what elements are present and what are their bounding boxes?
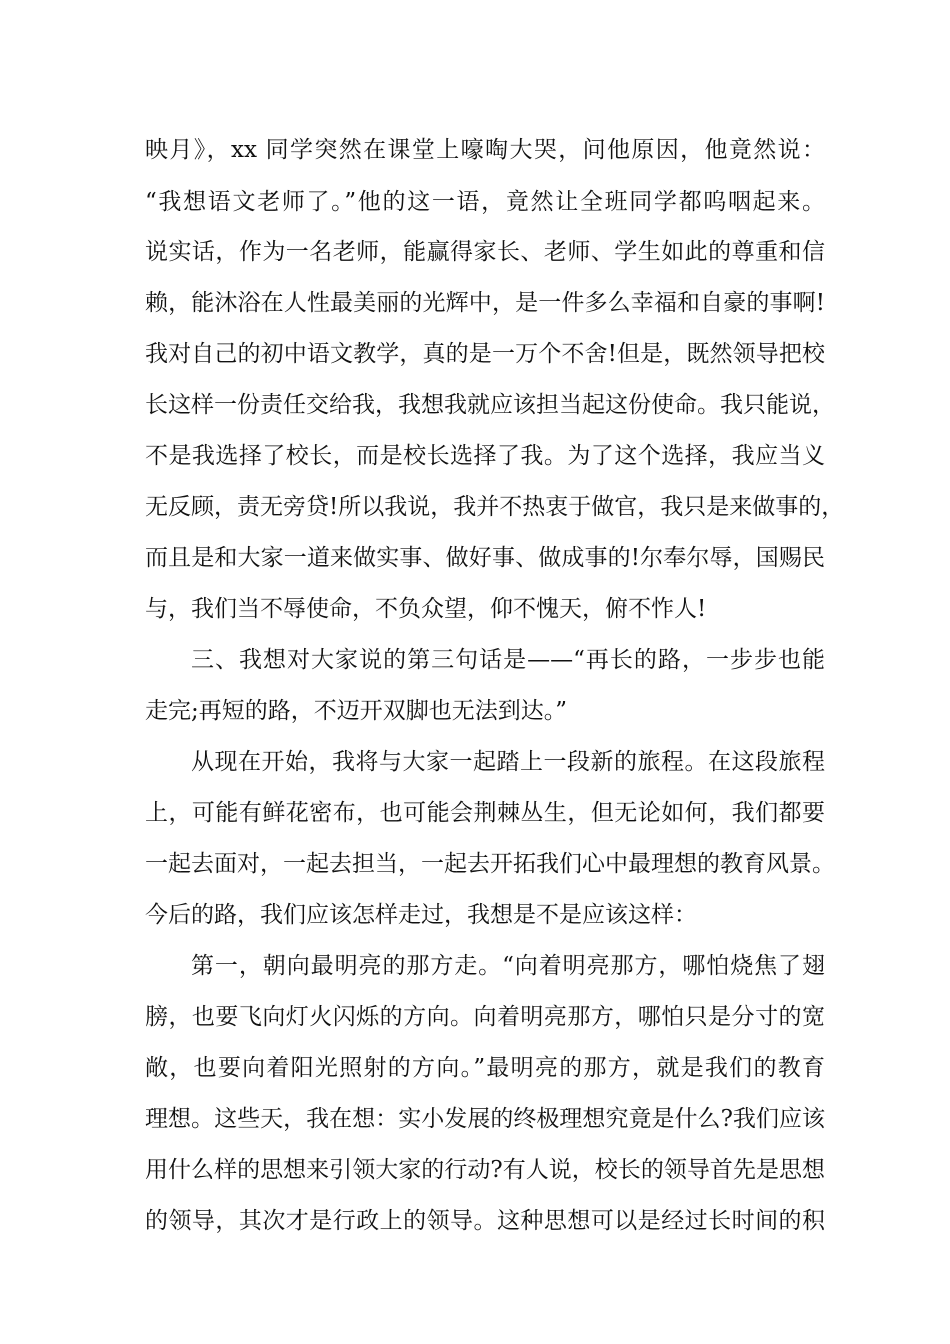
text-line: 膀，也要飞向灯火闪烁的方向。向着明亮那方，哪怕只是分寸的宽 bbox=[145, 1004, 825, 1030]
text-line: 与，我们当不辱使命，不负众望，仰不愧天，俯不怍人! bbox=[145, 596, 707, 622]
text-line: 赖，能沐浴在人性最美丽的光辉中，是一件多么幸福和自豪的事啊! bbox=[145, 290, 825, 316]
text-line: “我想语文老师了。”他的这一语，竟然让全班同学都呜咽起来。 bbox=[145, 189, 825, 215]
text-line: 不是我选择了校长，而是校长选择了我。为了这个选择，我应当义 bbox=[145, 443, 825, 469]
text-line: 走完;再短的路，不迈开双脚也无法到达。” bbox=[145, 698, 568, 724]
text-line: 我对自己的初中语文教学，真的是一万个不舍!但是，既然领导把校 bbox=[145, 341, 825, 367]
text-line: 长这样一份责任交给我，我想我就应该担当起这份使命。我只能说， bbox=[145, 392, 835, 418]
text-line: 而且是和大家一道来做实事、做好事、做成事的!尔奉尔辱，国赐民 bbox=[145, 545, 825, 571]
text-line: 敞，也要向着阳光照射的方向。”最明亮的那方，就是我们的教育 bbox=[145, 1055, 825, 1081]
text-line: 今后的路，我们应该怎样走过，我想是不是应该这样： bbox=[145, 902, 697, 928]
paragraph-first-line: 从现在开始，我将与大家一起踏上一段新的旅程。在这段旅程 bbox=[191, 749, 825, 775]
paragraph-first-line: 三、我想对大家说的第三句话是——“再长的路，一步步也能 bbox=[191, 647, 825, 673]
paragraph-first-line: 第一，朝向最明亮的那方走。“向着明亮那方，哪怕烧焦了翅 bbox=[191, 953, 825, 979]
text-line: 上，可能有鲜花密布，也可能会荆棘丛生，但无论如何，我们都要 bbox=[145, 800, 825, 826]
text-line: 映月》，xx 同学突然在课堂上嚎啕大哭，问他原因，他竟然说： bbox=[145, 137, 825, 163]
text-line: 一起去面对，一起去担当，一起去开拓我们心中最理想的教育风景。 bbox=[145, 851, 835, 877]
text-line: 理想。这些天，我在想：实小发展的终极理想究竟是什么?我们应该 bbox=[145, 1106, 825, 1132]
text-line: 说实话，作为一名老师，能赢得家长、老师、学生如此的尊重和信 bbox=[145, 239, 825, 265]
text-line: 用什么样的思想来引领大家的行动?有人说，校长的领导首先是思想 bbox=[145, 1157, 825, 1183]
text-line: 的领导，其次才是行政上的领导。这种思想可以是经过长时间的积 bbox=[145, 1208, 825, 1234]
text-line: 无反顾，责无旁贷!所以我说，我并不热衷于做官，我只是来做事的， bbox=[145, 494, 845, 520]
